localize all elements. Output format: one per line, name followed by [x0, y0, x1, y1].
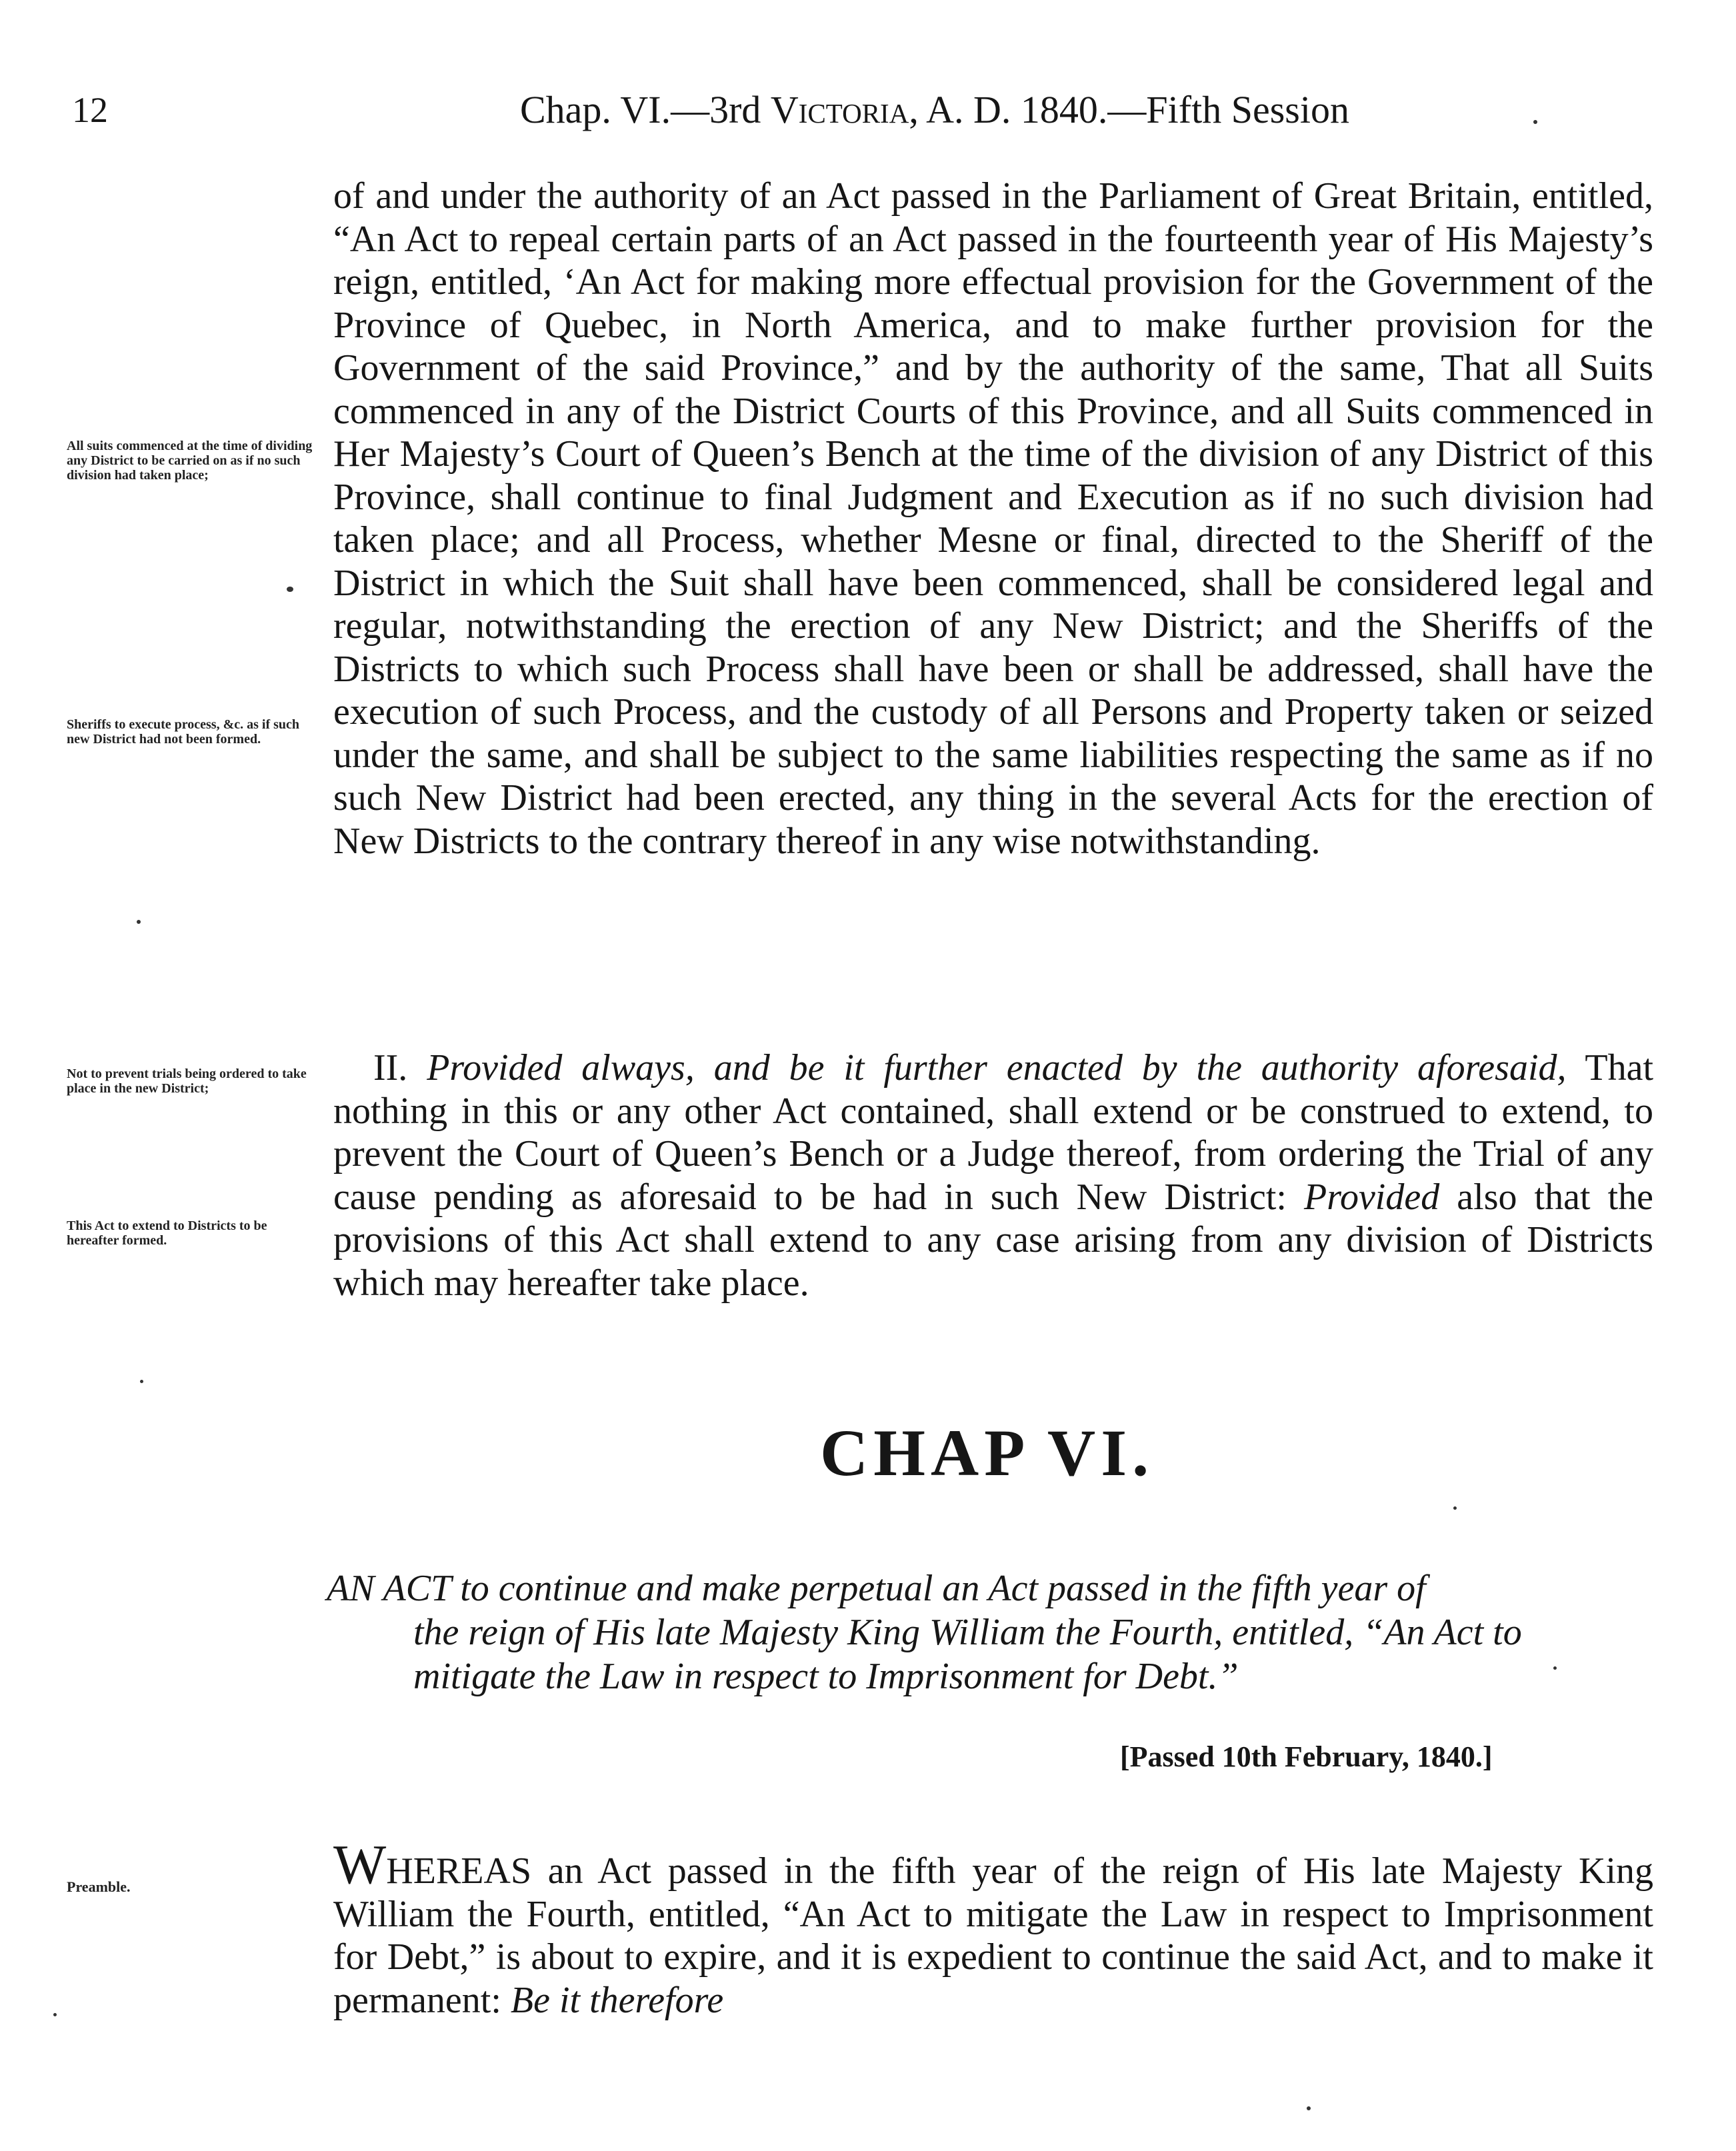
- scan-speck: [1453, 1506, 1457, 1510]
- running-head-prefix: Chap. VI.—3rd: [520, 88, 771, 131]
- scan-speck: [140, 1380, 143, 1383]
- passed-date: [Passed 10th February, 1840.]: [1120, 1740, 1493, 1773]
- section-2-paragraph: [333, 1047, 1653, 1304]
- margin-note-suits-commenced: All suits commenced at the time of dividing any District to be carried on as if no such division had taken place;: [67, 439, 313, 483]
- chapter-heading: CHAP VI.: [820, 1416, 1155, 1490]
- scan-speck: [137, 920, 141, 924]
- scan-speck: [53, 2013, 57, 2016]
- section-2-text-a: That nothing in this or any other Act contained, shall extend or be construed to extend, to prevent the Court of Queen’s Bench or a Judge thereof, from ordering the Trial of any cause pending as aforesaid to be had in such New District:: [333, 1047, 1653, 1218]
- section-1-continued-paragraph: of and under the authority of an Act passed in the Parliament of Great Britain, entitled, “An Act to repeal certain parts of an Act passed in the fourteenth year of His Majesty’s reign, entitled, ‘An Act for making more effectual provision for the Government of the Province of Quebec, in North America, and to make further provision for the Government of the said Province,” and by the authority of the same, That all Suits commenced in any of the District Courts of this Province, and all Suits commenced in Her Majesty’s Court of Queen’s Bench at the time of the division of any District of this Province, shall continue to final Judgment and Execution as if no such division had taken place; and all Process, whether Mesne or final, directed to the Sheriff of the District in which the Suit shall have been commenced, shall be considered legal and regular, notwithstanding the erection of any New District; and the Sheriffs of the Districts to which such Process shall have been or shall be addressed, shall have the execution of such Process, and the custody of all Persons and Property taken or seized under the same, and shall be subject to the same liabilities respecting the same as if no such New District had been erected, any thing in the several Acts for the erection of New Districts to the contrary thereof in any wise notwithstanding.: [333, 175, 1653, 862]
- preamble-paragraph: [333, 1834, 1653, 2022]
- section-2-number: II.: [373, 1047, 408, 1088]
- scan-speck: [1307, 2106, 1311, 2110]
- running-head: [520, 88, 1493, 131]
- section-2-text-b: also that the provisions of this Act shall extend to any case arising from any division of Districts which may hereafter take place.: [333, 1176, 1654, 1304]
- act-title-line-1: AN ACT to continue and make perpetual an Act passed in the fifth year of: [327, 1568, 1426, 1609]
- margin-note-sheriffs: Sheriffs to execute process, &c. as if such new District had not been formed.: [67, 717, 300, 747]
- act-title-rest: the reign of His late Majesty King William the Fourth, entitled, “An Act to mitigate the Law in respect to Imprisonment for Debt.”: [413, 1612, 1522, 1697]
- section-2-italic-lead: Provided always, and be it further enacted by the authority aforesaid,: [427, 1047, 1567, 1088]
- scan-speck: [1533, 120, 1537, 124]
- margin-note-preamble: Preamble.: [67, 1878, 131, 1895]
- section-2-italic-provided: Provided: [1304, 1176, 1440, 1218]
- running-head-victoria: Victoria: [770, 88, 909, 131]
- preamble-italic-end: Be it therefore: [510, 1979, 724, 2021]
- margin-note-extend: This Act to extend to Districts to be hereafter formed.: [67, 1218, 267, 1248]
- running-head-suffix: , A. D. 1840.—Fifth Session: [909, 88, 1349, 131]
- preamble-drop-letter: W: [333, 1834, 387, 1896]
- scan-speck: [287, 587, 293, 592]
- act-title: [327, 1566, 1653, 1698]
- preamble-smallcaps: HEREAS: [386, 1850, 532, 1892]
- page-number: 12: [72, 90, 108, 130]
- preamble-text: an Act passed in the fifth year of the reign of His late Majesty King William the Fourth, entitled, “An Act to mitigate the Law in respect to Imprisonment for Debt,” is about to expire, and it is expedient to continue the said Act, and to make it permanent:: [333, 1850, 1653, 2021]
- margin-note-trials: Not to prevent trials being ordered to take place in the new District;: [67, 1067, 307, 1096]
- scan-speck: [1553, 1666, 1557, 1670]
